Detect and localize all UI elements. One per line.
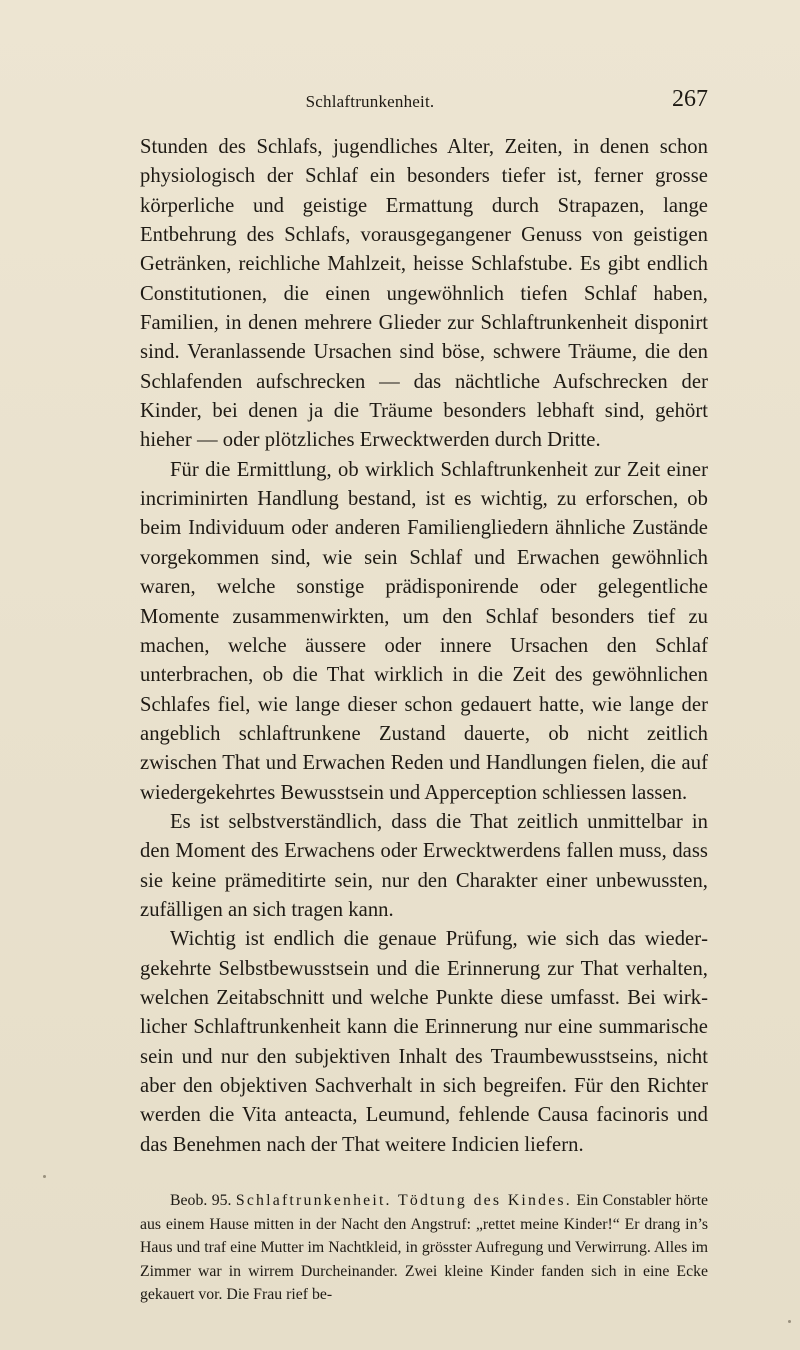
paragraph-2: Für die Ermittlung, ob wirklich Schlaftrunkenheit zur Zeit einer incriminirten Handlung bestand, ist es wichtig, zu erforschen, ob beim Individuum oder anderen Familiengliedern ähnliche Zustände vorgekommen sind, wie sein Schlaf und Erwachen gewöhnlich waren, welche sonstige prädisponirende oder gelegentliche Momente zusammenwirkten, um den Schlaf besonders tief zu machen, welche äussere oder innere Ursachen den Schlaf unterbrachen, ob die That wirklich in die Zeit des gewöhnlichen Schlafes fiel, wie lange dieser schon gedauert hatte, wie lange der angeblich schlaftrunkene Zustand dauerte, ob nicht zeitlich zwischen That und Erwachen Reden und Handlungen fielen, die auf wiedergekehrtes Bewusstsein und Apperception schliessen lassen. (140, 458, 708, 804)
paragraph-4: Wichtig ist endlich die genaue Prüfung, wie sich das wiedergekehrte Selbstbewusstsein und die Erinnerung zur That verhalten, welchen Zeitabschnitt und welche Punkte diese umfasst. Bei wirklicher Schlaftrunkenheit kann die Erinnerung nur eine summarische sein und nur den subjektiven Inhalt des Traumbewusstseins, nicht aber den objektiven Sachverhalt in sich begreifen. Für den Richter werden die Vita anteacta, Leumund, fehlende Causa facinoris und das Benehmen nach der That weitere Indicien liefern. (140, 928, 708, 1156)
case-observation (140, 1189, 708, 1307)
body-text (140, 133, 708, 1160)
paragraph-3: Es ist selbstverständlich, dass die That zeitlich unmittelbar in den Moment des Erwachens oder Erwecktwerdens fallen muss, dass sie keine prämeditirte sein, nur den Charakter einer unbewussten, zufälligen an sich tragen kann. (140, 810, 708, 921)
paragraph-1: Stunden des Schlafs, jugendliches Alter, Zeiten, in denen schon physiologisch der Schlaf ein besonders tiefer ist, ferner grosse körperliche und geistige Ermattung durch Strapazen, lange Entbehrung des Schlafs, vorausgegangener Genuss von geistigen Getränken, reichliche Mahlzeit, heisse Schlafstube. Es gibt endlich Constitutionen, die einen ungewöhnlich tiefen Schlaf haben, Familien, in denen mehrere Glieder zur Schlaftrunkenheit disponirt sind. Veranlassende Ursachen sind böse, schwere Träume, die den Schlafenden aufschrecken — das nächtliche Aufschrecken der Kinder, bei denen ja die Träume besonders lebhaft sind, gehört hieher — oder plötzliches Erwecktwerden durch Dritte. (140, 136, 708, 452)
running-head (140, 88, 708, 116)
running-title: Schlaftrunkenheit. (305, 92, 435, 111)
case-label: Beob. 95. (170, 1192, 232, 1209)
page-number: 267 (672, 86, 708, 112)
case-observation-paragraph (140, 1189, 708, 1307)
paper-speck (43, 1175, 46, 1178)
paper-speck (788, 1320, 791, 1323)
case-title: Schlaftrunkenheit. Tödtung des Kindes. (235, 1192, 572, 1209)
case-text: Ein Constabler hörte aus einem Hause mitten in der Nacht den Angstruf: „rettet meine Kinder!“ Er drang in’s Haus und traf eine Mutter im Nachtkleid, in grösster Aufregung und Verwirrung. Alles im Zimmer war in wirrem Durcheinander. Zwei kleine Kinder fanden sich in eine Ecke gekauert vor. Die Frau rief be- (140, 1192, 708, 1303)
